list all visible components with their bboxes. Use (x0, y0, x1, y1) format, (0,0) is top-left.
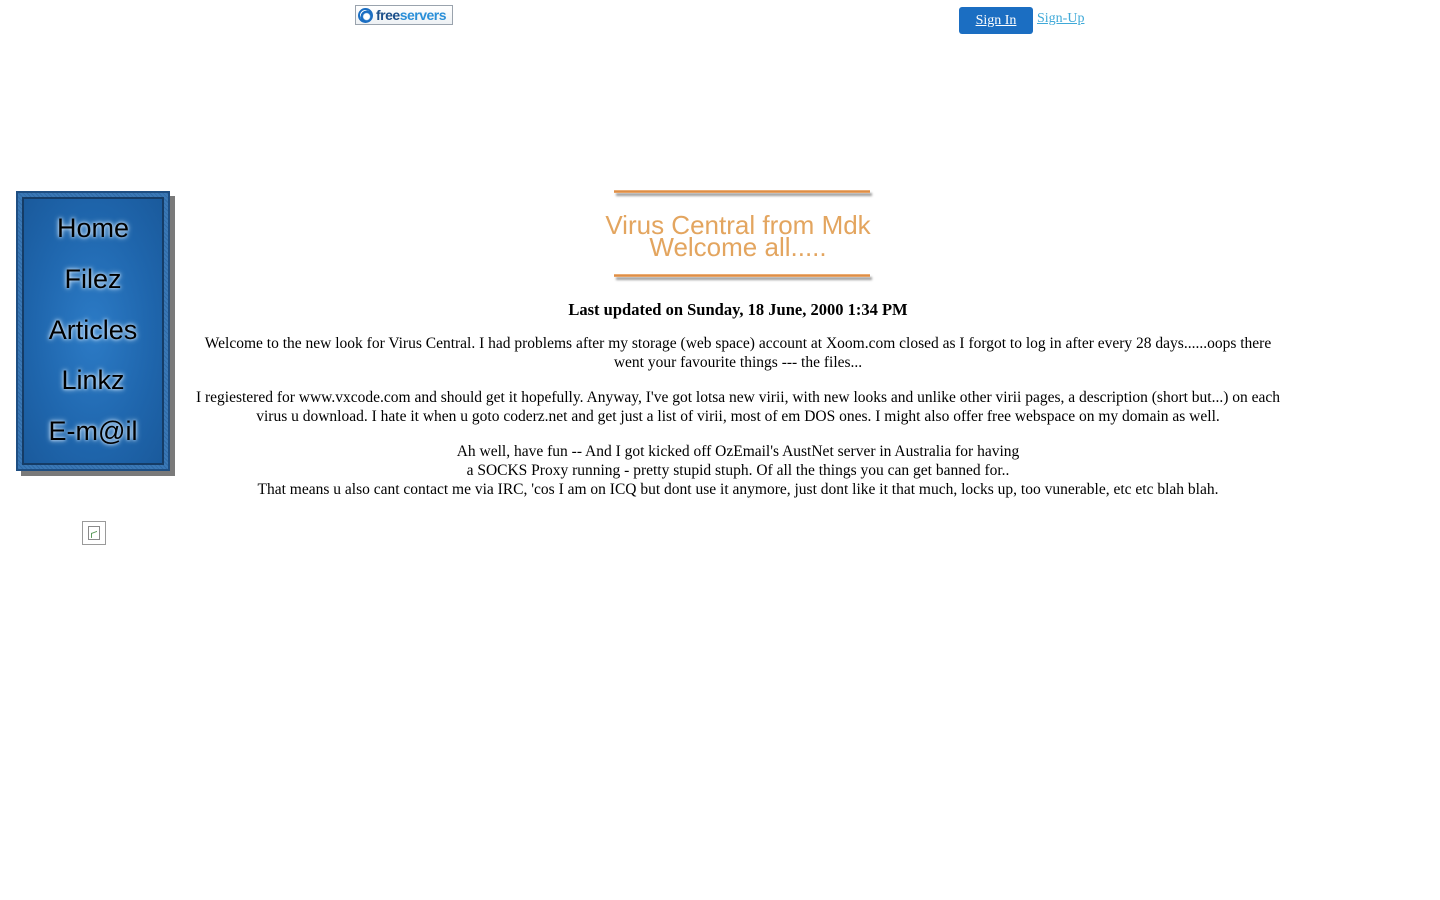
paragraph-3-line-3: That means u also cant contact me via IRC, 'cos I am on ICQ but dont use it anymore, just dont like it that much, locks up, too vunerable, etc etc blah blah. (257, 481, 1219, 498)
paragraph-3-line-2: a SOCKS Proxy running - pretty stupid stuph. Of all the things you can get banned for.. (466, 462, 1010, 479)
nav-item-home[interactable]: Home (56, 213, 130, 243)
logo-servers-text: servers (399, 7, 447, 23)
nav-item-filez[interactable]: Filez (64, 263, 122, 294)
nav-menu (16, 191, 170, 471)
main-content (188, 300, 1288, 515)
paragraph-3 (188, 442, 1288, 499)
logo-free-text: free (376, 7, 400, 23)
nav-menu-inner (22, 197, 164, 465)
broken-image-doc-icon (88, 526, 100, 540)
nav-item-linkz[interactable]: Linkz (61, 365, 125, 396)
freeservers-logo-text (376, 7, 446, 23)
paragraph-1: Welcome to the new look for Virus Central. I had problems after my storage (web space) account at Xoom.com closed as I forgot to log in after every 28 days......oops there went your favourite things --- the files... (204, 335, 1272, 371)
paragraph-2: I regiestered for www.vxcode.com and should get it hopefully. Anyway, I've got lotsa new virii, with new looks and unlike other virii pages, a description (short but...) on each virus u download. I hate it when u goto coderz.net and get just a list of virii, most of em DOS ones. I might also offer free webspace on my domain as well. (195, 389, 1281, 425)
banner-title (560, 210, 916, 262)
nav-item-email[interactable]: E-m@il (48, 416, 138, 447)
broken-image-icon[interactable] (82, 521, 106, 545)
freeservers-logo[interactable] (355, 5, 453, 25)
banner-line-1: Virus Central from Mdk (605, 210, 871, 240)
freeservers-swirl-icon (358, 8, 373, 23)
banner-top-rule (614, 190, 870, 193)
nav-item-articles[interactable]: Articles (48, 314, 138, 345)
paragraph-3-line-1: Ah well, have fun -- And I got kicked off OzEmail's AustNet server in Australia for having (456, 443, 1020, 460)
sign-up-link[interactable]: Sign-Up (1037, 11, 1085, 26)
banner-bottom-rule (614, 274, 870, 277)
last-updated: Last updated on Sunday, 18 June, 2000 1:34 PM (568, 300, 908, 319)
banner-line-2: Welcome all..... (649, 232, 827, 262)
sign-in-button[interactable]: Sign In (959, 7, 1033, 34)
